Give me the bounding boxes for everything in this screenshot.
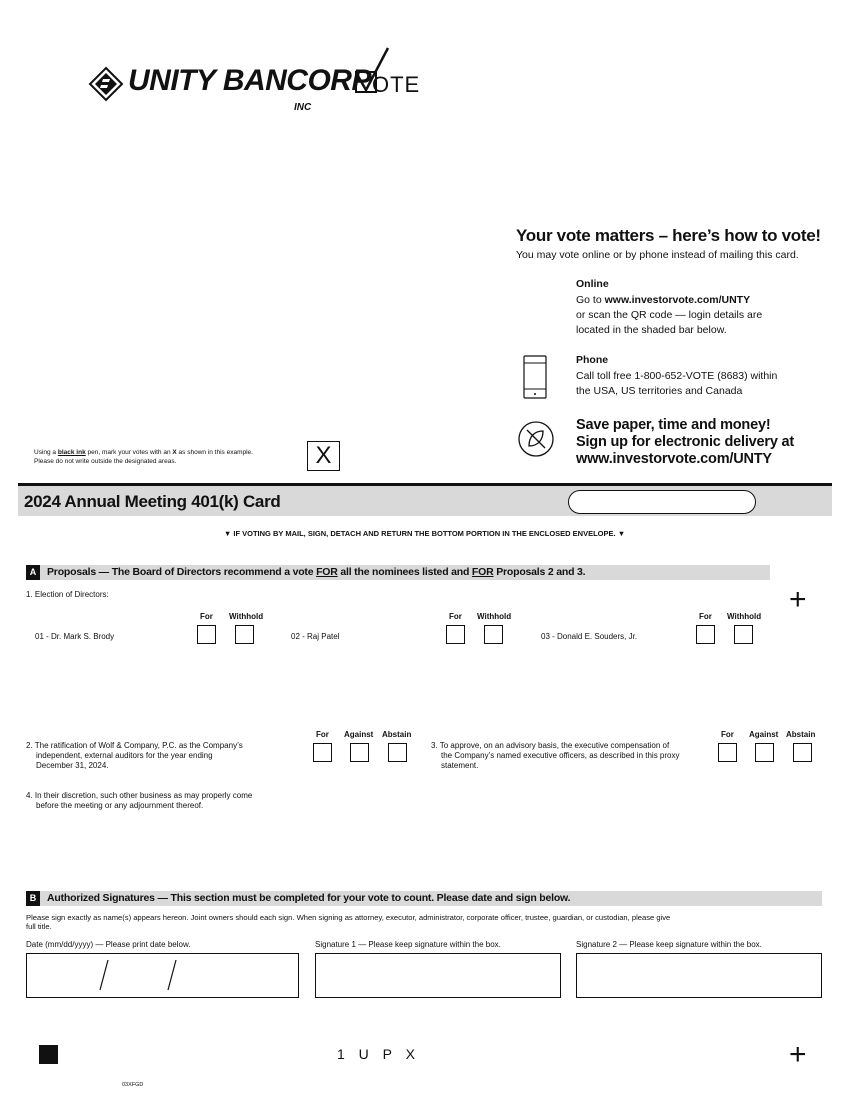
election-label: 1. Election of Directors: [26, 590, 109, 599]
date-separator-slashes [27, 954, 298, 997]
p2-for-head: For [316, 730, 329, 739]
detach-notice: ▼ IF VOTING BY MAIL, SIGN, DETACH AND RETURN THE BOTTOM PORTION IN THE ENCLOSED ENVELOPE. ▼ [223, 529, 626, 538]
p3-abstain-checkbox[interactable] [793, 743, 812, 762]
online-line3: located in the shaded bar below. [576, 324, 727, 336]
registration-plus-top: + [789, 583, 807, 616]
vote-headline: Your vote matters – here’s how to vote! [516, 226, 821, 245]
form-code: 1 U P X [337, 1046, 420, 1062]
registration-square [39, 1045, 58, 1064]
nominee3-withhold-checkbox[interactable] [734, 625, 753, 644]
nominee1-for-checkbox[interactable] [197, 625, 216, 644]
p3-abstain-head: Abstain [786, 730, 816, 739]
diamond-emblem-icon [88, 66, 124, 102]
login-details-oval [568, 490, 756, 514]
proposal3-text: 3. To approve, on an advisory basis, the executive compensation of the Company’s named executive officers, as described in this proxy statement. [431, 741, 680, 770]
nominee2-withhold-head: Withhold [477, 612, 512, 621]
nominee3-label: 03 - Donald E. Souders, Jr. [541, 632, 638, 641]
p2-against-checkbox[interactable] [350, 743, 369, 762]
save-line3[interactable]: www.investorvote.com/UNTY [576, 451, 772, 467]
brand-inc: INC [294, 102, 312, 113]
nominee1-for-head: For [200, 612, 213, 621]
leaf-no-paper-icon [517, 420, 555, 458]
p3-against-checkbox[interactable] [755, 743, 774, 762]
signature1-label: Signature 1 — Please keep signature within the box. [315, 940, 501, 949]
signing-instructions-line1: Please sign exactly as name(s) appears hereon. Joint owners should each sign. When signing as attorney, executor, administrator, corporate officer, trustee, guardian, or custodian, please give [26, 913, 671, 922]
nominee2-label: 02 - Raj Patel [291, 632, 340, 641]
section-a-title: Proposals — The Board of Directors recommend a vote FOR all the nominees listed and FOR Proposals 2 and 3. [47, 566, 586, 578]
signature2-box[interactable] [576, 953, 822, 998]
nominee3-for-checkbox[interactable] [696, 625, 715, 644]
proposal4-text: 4. In their discretion, such other business as may properly come before the meeting or any adjournment thereof. [26, 791, 253, 810]
phone-line2: the USA, US territories and Canada [576, 385, 743, 397]
p2-abstain-head: Abstain [382, 730, 412, 739]
online-title: Online [576, 278, 609, 290]
date-input-box[interactable] [26, 953, 299, 998]
nominee2-for-head: For [449, 612, 462, 621]
form-small-code: 03XFGD [122, 1082, 144, 1088]
nominee2-withhold-checkbox[interactable] [484, 625, 503, 644]
p2-against-head: Against [344, 730, 374, 739]
registration-plus-bottom: + [789, 1038, 807, 1071]
section-a-letter: A [26, 565, 40, 580]
p2-for-checkbox[interactable] [313, 743, 332, 762]
nominee1-label: 01 - Dr. Mark S. Brody [35, 632, 115, 641]
date-label: Date (mm/dd/yyyy) — Please print date below. [26, 940, 191, 949]
signature2-label: Signature 2 — Please keep signature within the box. [576, 940, 762, 949]
nominee3-for-head: For [699, 612, 712, 621]
nominee2-for-checkbox[interactable] [446, 625, 465, 644]
phone-line1: Call toll free 1-800-652-VOTE (8683) within [576, 370, 778, 382]
save-line2: Sign up for electronic delivery at [576, 434, 795, 450]
p3-for-checkbox[interactable] [718, 743, 737, 762]
nominee1-withhold-checkbox[interactable] [235, 625, 254, 644]
signing-instructions-line2: full title. [26, 922, 52, 931]
online-line1: Go to www.investorvote.com/UNTY [576, 294, 751, 306]
proposal2-text: 2. The ratification of Wolf & Company, P.C. as the Company’s independent, external auditors for the year ending December 31, 2024. [26, 741, 243, 770]
marking-instructions-line2: Please do not write outside the designated areas. [34, 458, 177, 465]
vote-subline: You may vote online or by phone instead of mailing this card. [516, 249, 799, 261]
online-line2: or scan the QR code — login details are [576, 309, 763, 321]
save-line1: Save paper, time and money! [576, 417, 771, 433]
brand-name: UNITY BANCORP [128, 64, 371, 97]
online-url[interactable]: www.investorvote.com/UNTY [604, 294, 751, 306]
nominee1-withhold-head: Withhold [229, 612, 264, 621]
marking-instructions-line1: Using a black ink pen, mark your votes with an X as shown in this example. [34, 449, 253, 456]
vote-mark-text: OTE [372, 72, 421, 97]
p2-abstain-checkbox[interactable] [388, 743, 407, 762]
signature1-box[interactable] [315, 953, 561, 998]
p3-for-head: For [721, 730, 734, 739]
unity-bancorp-logo [88, 58, 468, 128]
p3-against-head: Against [749, 730, 779, 739]
example-mark-box: X [307, 441, 340, 471]
section-b-title: Authorized Signatures — This section must be completed for your vote to count. Please date and sign below. [47, 892, 571, 904]
section-b-letter: B [26, 891, 40, 906]
smartphone-icon [523, 355, 547, 399]
nominee3-withhold-head: Withhold [727, 612, 762, 621]
meeting-title: 2024 Annual Meeting 401(k) Card [24, 492, 281, 511]
phone-title: Phone [576, 354, 609, 366]
